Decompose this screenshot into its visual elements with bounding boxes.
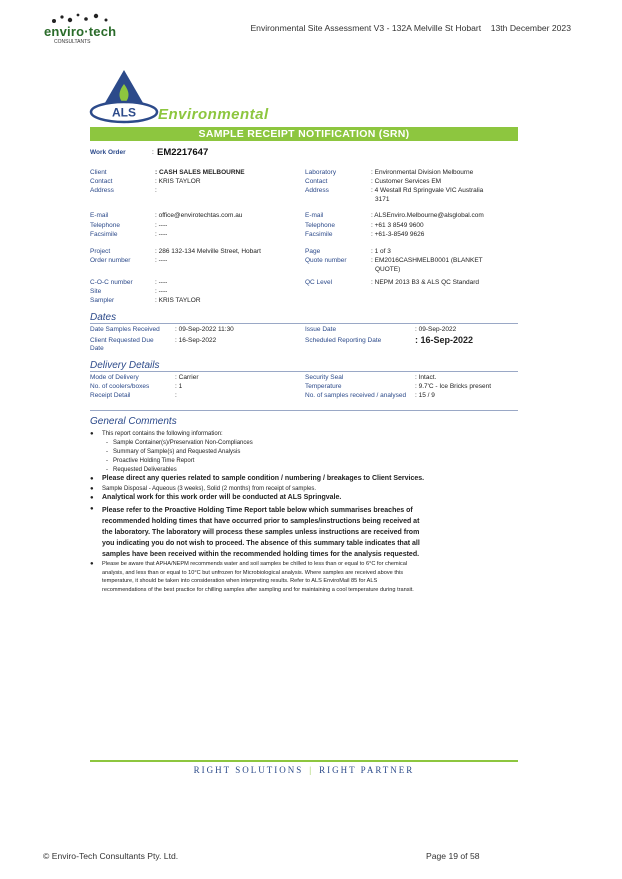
telephone-value: : ----	[155, 222, 168, 229]
site-value: : ----	[155, 288, 168, 295]
lab-address-value: : 4 Westall Rd Springvale VIC Australia	[371, 187, 484, 194]
facsimile-label: Facsimile	[90, 231, 118, 238]
comment-chilling-line: recommendations of the best practice for chilling samples after sampling and for maintaining a cool temperature during transit.	[102, 586, 414, 593]
qc-level-value: : NEPM 2013 B3 & ALS QC Standard	[371, 279, 480, 286]
sampler-value-text: KRIS TAYLOR	[158, 297, 201, 304]
coc-number-label: C-O-C number	[90, 279, 133, 286]
work-order-label: Work Order	[90, 149, 126, 156]
delivery-bottom-divider	[90, 410, 518, 411]
project-value: : 286 132-134 Melville Street, Hobart	[155, 248, 261, 255]
client-value-text: CASH SALES MELBOURNE	[158, 169, 245, 176]
laboratory-label: Laboratory	[305, 169, 337, 176]
comment-holding-time-line: samples have been received within the recommended holding times for the analysis requested.	[102, 551, 420, 558]
lab-facsimile-value-text: +61-3-8549 9626	[374, 231, 425, 238]
bullet-icon: ●	[90, 506, 94, 512]
page-number: Page 19 of 58	[426, 851, 480, 861]
srn-banner: SAMPLE RECEIPT NOTIFICATION (SRN)	[90, 127, 518, 141]
issue-date-value-text: 09-Sep-2022	[418, 326, 457, 333]
samples-received-value: : 09-Sep-2022 11:30	[175, 326, 234, 333]
samples-received-label: Date Samples Received	[90, 326, 160, 333]
document-title-text: Environmental Site Assessment V3 - 132A Melville St Hobart	[250, 23, 482, 33]
receipt-detail-value: :	[175, 392, 177, 399]
bullet-icon: ●	[90, 561, 94, 567]
client-due-value-text: 16-Sep-2022	[178, 337, 217, 344]
coc-number-value: : ----	[155, 279, 168, 286]
lab-address-value-line2: 3171	[375, 196, 390, 203]
delivery-divider	[90, 371, 518, 372]
email-label: E-mail	[90, 212, 109, 219]
samples-count-value-text: 15 / 9	[418, 392, 435, 399]
telephone-value-text: ----	[158, 222, 168, 229]
dates-details	[90, 326, 518, 356]
logo-name: enviro·tech	[44, 24, 117, 39]
quote-number-value: : EM2016CASHMELB0001 (BLANKET	[371, 257, 483, 264]
als-flame-icon	[88, 68, 160, 124]
dates-divider	[90, 323, 518, 324]
client-details	[90, 169, 300, 309]
site-label: Site	[90, 288, 102, 295]
temperature-label: Temperature	[305, 383, 342, 390]
email-value: : office@envirotechtas.com.au	[155, 212, 243, 219]
order-number-label: Order number	[90, 257, 131, 264]
lab-contact-value: : Customer Services EM	[371, 178, 442, 185]
scheduled-date-value-text: 16-Sep-2022	[420, 335, 474, 345]
lab-address-value-text: 4 Westall Rd Springvale VIC Australia	[374, 187, 484, 194]
tagline-right: RIGHT PARTNER	[319, 765, 415, 775]
delivery-title: Delivery Details	[90, 360, 160, 371]
order-number-value: : ----	[155, 257, 168, 264]
als-logo-word: Environmental	[158, 106, 269, 123]
comment-holding-time-line: recommended holding times that have occurred prior to samples/instructions being received at	[102, 518, 420, 525]
document-date: 13th December 2023	[490, 23, 571, 33]
comment-intro: This report contains the following information:	[102, 431, 223, 437]
samples-received-value-text: 09-Sep-2022 11:30	[178, 326, 234, 333]
lab-email-value-text: ALSEnviro.Melbourne@alsglobal.com	[374, 212, 484, 219]
project-label: Project	[90, 248, 111, 255]
contact-label: Contact	[90, 178, 113, 185]
comment-sub-item-text: Summary of Sample(s) and Requested Analysis	[113, 449, 241, 455]
comment-sub-item: - Summary of Sample(s) and Requested Analysis	[106, 449, 241, 455]
scheduled-date-value: : 16-Sep-2022	[415, 335, 474, 345]
samples-count-label: No. of samples received / analysed	[305, 392, 407, 399]
site-value-text: ----	[158, 288, 168, 295]
lab-facsimile-value: : +61-3-8549 9626	[371, 231, 425, 238]
coolers-value: : 1	[175, 383, 183, 390]
comment-holding-time-line: the laboratory. The laboratory will process these samples unless instructions are received from	[102, 529, 420, 536]
page-value: : 1 of 3	[371, 248, 391, 255]
security-seal-label: Security Seal	[305, 374, 344, 381]
client-label: Client	[90, 169, 107, 176]
work-order-colon: :	[152, 149, 154, 156]
comment-sub-item: - Proactive Holding Time Report	[106, 458, 195, 464]
laboratory-value-text: Environmental Division Melbourne	[374, 169, 474, 176]
security-seal-value-text: Intact.	[418, 374, 437, 381]
logo-subtitle: CONSULTANTS	[54, 39, 91, 45]
client-due-value: : 16-Sep-2022	[175, 337, 217, 344]
general-comments-title: General Comments	[90, 416, 177, 427]
comment-chilling	[102, 560, 462, 594]
tagline-left: RIGHT SOLUTIONS	[193, 765, 304, 775]
page-header	[0, 0, 622, 60]
issue-date-value: : 09-Sep-2022	[415, 326, 457, 333]
copyright: © Enviro-Tech Consultants Pty. Ltd.	[43, 851, 179, 861]
address-label: Address	[90, 187, 114, 194]
comment-holding-time-line: you indicating you do not wish to proceed. The absence of this summary table indicates that all	[102, 540, 420, 547]
client-due-label-line2: Date	[90, 345, 104, 352]
document-title	[250, 23, 571, 33]
comment-sub-item: - Sample Container(s)/Preservation Non-Compliances	[106, 440, 253, 446]
lab-email-value: : ALSEnviro.Melbourne@alsglobal.com	[371, 212, 484, 219]
facsimile-value-text: ----	[158, 231, 168, 238]
lab-address-label: Address	[305, 187, 329, 194]
bullet-icon: ●	[90, 431, 94, 437]
address-value: :	[155, 187, 157, 194]
email-value-text: office@envirotechtas.com.au	[158, 212, 243, 219]
footer-tagline	[90, 765, 518, 775]
lab-contact-value-text: Customer Services EM	[374, 178, 442, 185]
sampler-value: : KRIS TAYLOR	[155, 297, 201, 304]
lab-email-label: E-mail	[305, 212, 324, 219]
contact-value: : KRIS TAYLOR	[155, 178, 201, 185]
delivery-details	[90, 374, 518, 404]
coolers-value-text: 1	[178, 383, 183, 390]
bullet-icon: ●	[90, 476, 94, 482]
als-logo-letters: ALS	[112, 105, 136, 120]
delivery-mode-label: Mode of Delivery	[90, 374, 139, 381]
delivery-mode-value-text: Carrier	[178, 374, 199, 381]
lab-facsimile-label: Facsimile	[305, 231, 333, 238]
telephone-label: Telephone	[90, 222, 120, 229]
laboratory-value: : Environmental Division Melbourne	[371, 169, 474, 176]
security-seal-value: : Intact.	[415, 374, 437, 381]
issue-date-label: Issue Date	[305, 326, 337, 333]
comment-queries: Please direct any queries related to sample condition / numbering / breakages to Client Services.	[102, 475, 425, 482]
quote-number-label: Quote number	[305, 257, 347, 264]
qc-level-label: QC Level	[305, 279, 333, 286]
work-order-value: EM2217647	[157, 147, 209, 158]
comment-chilling-line: analysis, and less than or equal to 10°C but unfrozen for Microbiological analysis. Where samples are received above this	[102, 569, 404, 576]
laboratory-details	[305, 169, 520, 289]
project-value-text: 286 132-134 Melville Street, Hobart	[158, 248, 261, 255]
comment-sub-item-text: Proactive Holding Time Report	[113, 458, 195, 464]
comment-holding-time-line: Please refer to the Proactive Holding Time Report table below which summarises breaches of	[102, 507, 413, 514]
comment-chilling-line: temperature, it should be taken into consideration when interpreting results. Refer to ALS EnviroMail 85 for ALS	[102, 578, 378, 584]
comment-holding-time	[102, 505, 462, 560]
quote-number-value-text: EM2016CASHMELB0001 (BLANKET	[374, 257, 483, 264]
bullet-icon: ●	[90, 486, 94, 492]
comment-chilling-line: Please be aware that APHA/NEPM recommends water and soil samples be chilled to less than or equal to 6°C for chemical	[102, 561, 408, 567]
order-number-value-text: ----	[158, 257, 168, 264]
coc-number-value-text: ----	[158, 279, 168, 286]
qc-level-value-text: NEPM 2013 B3 & ALS QC Standard	[374, 279, 480, 286]
coolers-label: No. of coolers/boxes	[90, 383, 150, 390]
lab-telephone-label: Telephone	[305, 222, 335, 229]
page-label: Page	[305, 248, 321, 255]
page-value-text: 1 of 3	[374, 248, 391, 255]
samples-count-value: : 15 / 9	[415, 392, 435, 399]
sampler-label: Sampler	[90, 297, 115, 304]
lab-contact-label: Contact	[305, 178, 328, 185]
temperature-value: : 9.7'C - Ice Bricks present	[415, 383, 492, 390]
lab-telephone-value: : +61 3 8549 9600	[371, 222, 424, 229]
contact-value-text: KRIS TAYLOR	[158, 178, 201, 185]
delivery-mode-value: : Carrier	[175, 374, 199, 381]
comment-analytical-work: Analytical work for this work order will be conducted at ALS Springvale.	[102, 494, 342, 501]
facsimile-value: : ----	[155, 231, 168, 238]
bullet-icon: ●	[90, 495, 94, 501]
comment-sub-item-text: Requested Deliverables	[113, 467, 177, 473]
comment-disposal: Sample Disposal - Aqueous (3 weeks), Solid (2 months) from receipt of samples.	[102, 486, 317, 492]
tagline-separator: |	[309, 765, 314, 775]
receipt-detail-label: Receipt Detail	[90, 392, 131, 399]
client-value: : CASH SALES MELBOURNE	[155, 169, 245, 176]
footer-divider	[90, 760, 518, 762]
comment-sub-item: - Requested Deliverables	[106, 467, 177, 473]
lab-telephone-value-text: +61 3 8549 9600	[374, 222, 424, 229]
scheduled-date-label: Scheduled Reporting Date	[305, 337, 382, 344]
envirotech-logo	[40, 12, 120, 48]
dates-title: Dates	[90, 312, 117, 323]
comment-sub-item-text: Sample Container(s)/Preservation Non-Compliances	[113, 440, 253, 446]
temperature-value-text: 9.7'C - Ice Bricks present	[418, 383, 492, 390]
client-due-label: Client Requested Due	[90, 337, 154, 344]
quote-number-value-line2: QUOTE)	[375, 266, 401, 273]
